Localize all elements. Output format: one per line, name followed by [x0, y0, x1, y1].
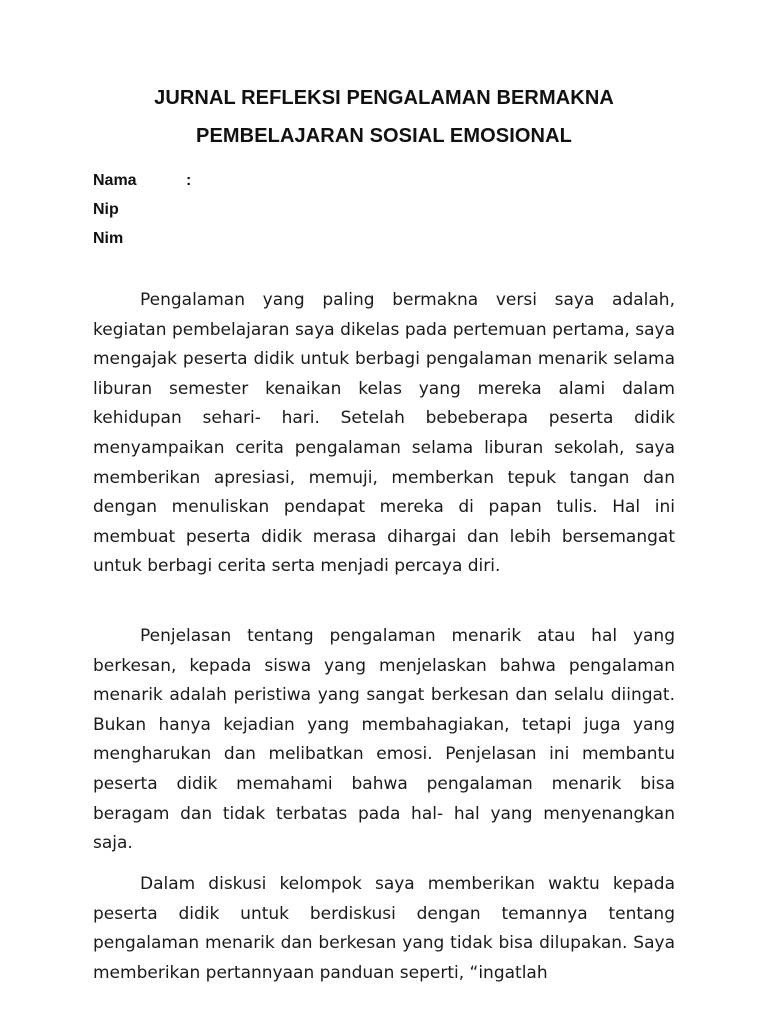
field-nama-label: Nama — [93, 172, 137, 189]
field-nim-label: Nim — [93, 230, 124, 247]
field-nip-label: Nip — [93, 201, 119, 218]
document-title-line-2: PEMBELAJARAN SOSIAL EMOSIONAL — [196, 125, 572, 147]
document-title-line-1: JURNAL REFLEKSI PENGALAMAN BERMAKNA — [154, 87, 614, 109]
paragraph-1: Pengalaman yang paling bermakna versi saya adalah, kegiatan pembelajaran saya dikelas pada pertemuan pertama, saya mengajak peserta didik untuk berbagi pengalaman menarik selama liburan semester kenaikan kelas yang mereka alami dalam kehidupan sehari- hari. Setelah bebeberapa peserta didik menyampaikan cerita pengalaman selama liburan sekolah, saya memberikan apresiasi, memuji, memberkan tepuk tangan dan dengan menuliskan pendapat mereka di papan tulis. Hal ini membuat peserta didik merasa dihargai dan lebih bersemangat untuk berbagi cerita serta menjadi percaya diri. — [93, 290, 675, 577]
paragraph-2: Penjelasan tentang pengalaman menarik atau hal yang berkesan, kepada siswa yang menjelaskan bahwa pengalaman menarik adalah peristiwa yang sangat berkesan dan selalu diingat. Bukan hanya kejadian yang membahagiakan, tetapi juga yang mengharukan dan melibatkan emosi. Penjelasan ini membantu peserta didik memahami bahwa pengalaman menarik bisa beragam dan tidak terbatas pada hal- hal yang menyenangkan saja. — [93, 626, 675, 854]
field-nama-colon: : — [186, 172, 192, 189]
paragraph-3: Dalam diskusi kelompok saya memberikan waktu kepada peserta didik untuk berdiskusi dengan temannya tentang pengalaman menarik dan berkesan yang tidak bisa dilupakan. Saya memberikan pertannyaan panduan seperti, “ingatlah — [93, 874, 675, 983]
